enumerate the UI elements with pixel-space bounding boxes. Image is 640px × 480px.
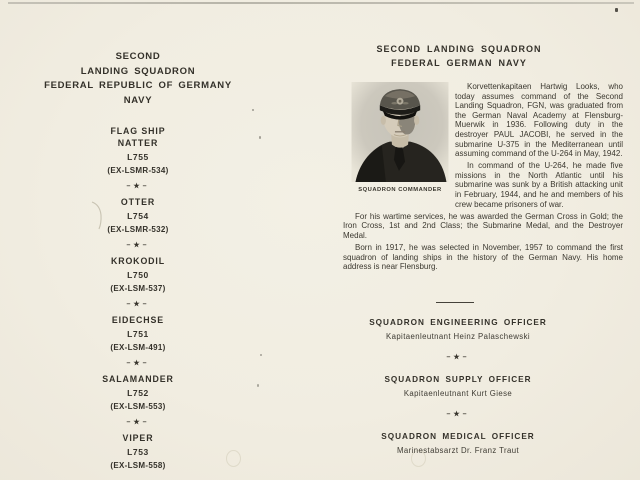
scan-speck: [259, 136, 261, 139]
title-line: SECOND: [115, 51, 161, 62]
flagship-label: FLAG SHIP: [110, 126, 166, 136]
bio-paragraph: Born in 1917, he was selected in November, 1957 to command the first squadron of landing ships in the history of the German Navy. His home address is near Flensburg.: [343, 243, 623, 272]
ship-name: NATTER: [117, 137, 159, 148]
bio-paragraph: For his wartime services, he was awarded the German Cross in Gold; the Iron Cross, 1st and 2nd Class; the Submarine Medal, and the Destroyer Medal.: [343, 211, 623, 240]
section-divider-line: [436, 302, 474, 303]
ship-ex-designation: (EX-LSM-558): [110, 461, 166, 470]
scan-edge-line: [8, 2, 634, 4]
ship-hull-number: L752: [127, 388, 149, 398]
ship-ex-designation: (EX-LSM-537): [110, 284, 166, 293]
title-line: FEDERAL REPUBLIC OF GERMANY: [44, 80, 232, 91]
star-divider: –★–: [126, 360, 150, 367]
bio-paragraph: Korvettenkapitaen Hartwig Looks, who today assumes command of the Second Landing Squadron, FGN, was graduated from the German Naval Academy at Flensburg-Muerwik in 1936. Following duty in the destroyer PAUL JACOBI, he served in the submarine U-375 in the Mediterranean until assuming command of the U-264 in May, 1942.: [455, 82, 623, 159]
ship-hull-number: L750: [127, 270, 149, 280]
right-page-title: [345, 42, 573, 70]
scan-speck: [260, 354, 262, 356]
title-line: NAVY: [123, 94, 153, 106]
officer-name: Marinestabsarzt Dr. Franz Traut: [396, 446, 520, 455]
scan-speck: [257, 384, 259, 387]
officer-title: SQUADRON ENGINEERING OFFICER: [369, 318, 547, 327]
officer-roster: [343, 316, 573, 458]
officer-name: Kapitaenleutnant Kurt Giese: [403, 389, 513, 398]
ship-ex-designation: (EX-LSM-553): [110, 402, 166, 411]
left-page-title: [38, 50, 238, 108]
ship-name: SALAMANDER: [102, 374, 174, 384]
title-line: FEDERAL GERMAN NAVY: [391, 58, 527, 68]
ship-list: [38, 126, 238, 473]
star-divider: –★–: [446, 411, 470, 418]
ship-ex-designation: (EX-LSM-491): [110, 343, 166, 352]
officer-entry: [343, 316, 573, 344]
ship-hull-number: L751: [127, 329, 149, 339]
star-divider: –★–: [446, 354, 470, 361]
ship-name: KROKODIL: [110, 256, 166, 266]
photo-caption: SQUADRON COMMANDER: [358, 187, 442, 193]
ship-name: EIDECHSE: [111, 315, 165, 325]
star-divider: –★–: [126, 183, 150, 190]
commander-photo-block: [343, 82, 455, 202]
commander-photo: [351, 82, 449, 182]
star-divider: –★–: [126, 301, 150, 308]
ship-hull-number: L754: [127, 211, 149, 221]
star-divider: –★–: [126, 242, 150, 249]
ship-ex-designation: (EX-LSMR-534): [107, 166, 169, 175]
officer-entry: [343, 430, 573, 458]
ship-hull-number: L755: [127, 152, 149, 162]
ship-hull-number: L753: [127, 447, 149, 457]
ship-name: VIPER: [122, 433, 154, 443]
scan-speck: [615, 8, 618, 12]
officer-entry: [343, 373, 573, 401]
star-divider: –★–: [126, 419, 150, 426]
officer-title: SQUADRON MEDICAL OFFICER: [381, 432, 535, 441]
title-line: LANDING SQUADRON: [80, 65, 196, 77]
ship-name: OTTER: [120, 197, 156, 207]
scan-speck: [252, 109, 254, 111]
bio-paragraph: In command of the U-264, he made five missions in the North Atlantic until his submarine was sunk by a British attacking unit in February, 1944, and he and members of his crew became prisoners of war.: [455, 161, 623, 209]
officer-title: SQUADRON SUPPLY OFFICER: [384, 375, 532, 384]
flagship-entry: [38, 126, 238, 149]
title-line: SECOND LANDING SQUADRON: [376, 44, 542, 54]
ship-ex-designation: (EX-LSMR-532): [107, 225, 169, 234]
officer-name: Kapitaenleutnant Heinz Palaschewski: [385, 332, 531, 341]
commander-biography: [343, 82, 623, 274]
